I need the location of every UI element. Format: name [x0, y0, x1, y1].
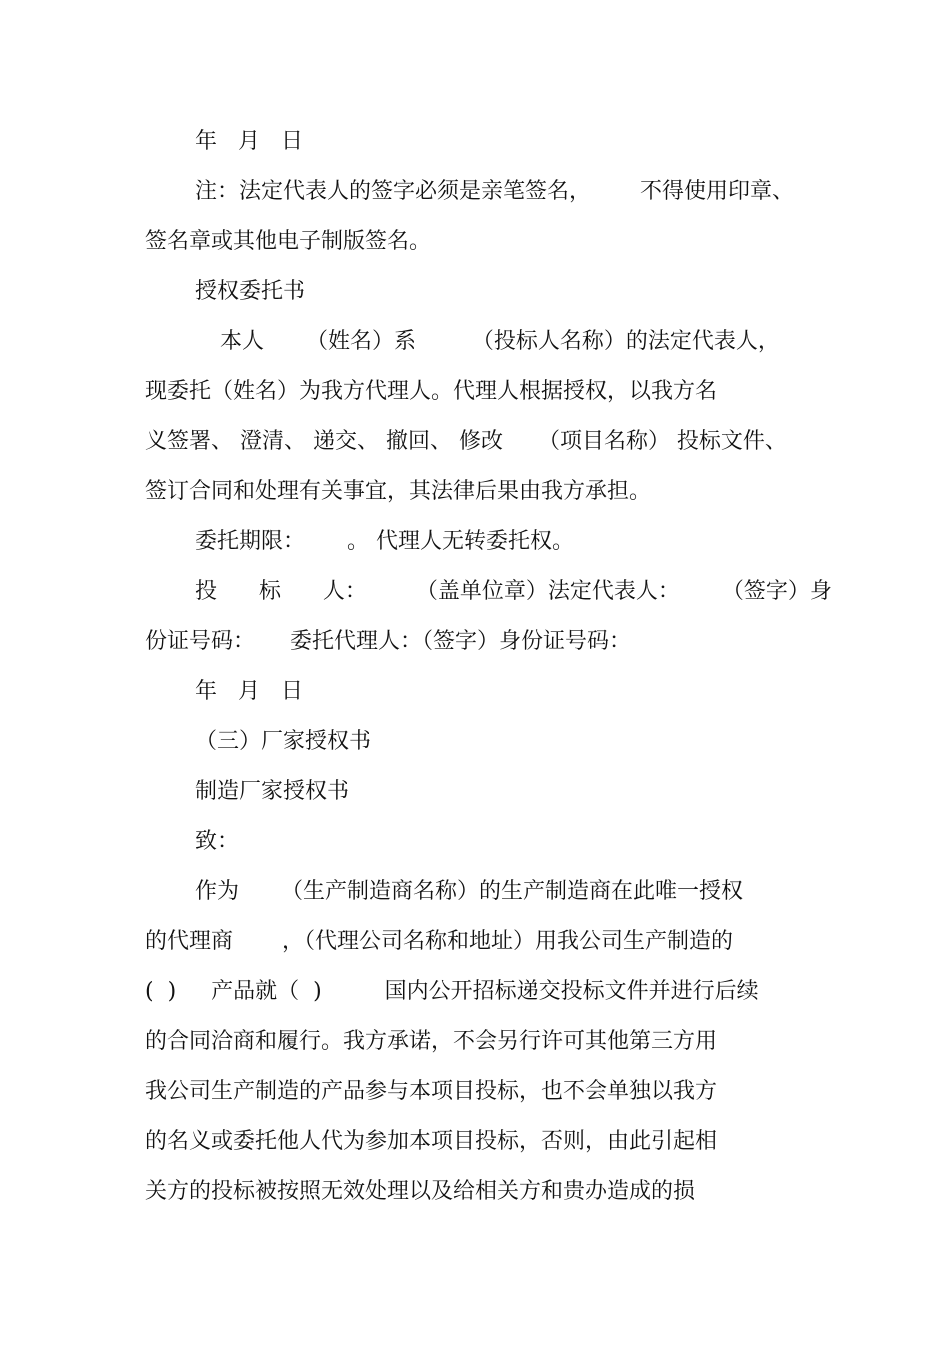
section-heading: （三）厂家授权书 — [195, 729, 372, 754]
paragraph-line: 的合同洽商和履行。我方承诺，不会另行许可其他第三方用 — [145, 1029, 718, 1054]
signature-line-1: 投 标 人： （盖单位章）法定代表人： （签字）身 — [195, 579, 832, 604]
paragraph-line: 作为 （生产制造商名称）的生产制造商在此唯一授权 — [195, 879, 743, 904]
date-line: 年 月 日 — [195, 679, 303, 704]
paragraph-line: 义签署、 澄清、 递交、 撤回、 修改 （项目名称） 投标文件、 — [145, 429, 787, 454]
paragraph-line: 本人 （姓名）系 （投标人名称）的法定代表人， — [220, 329, 780, 354]
note-line-1: 注：法定代表人的签字必须是亲笔签名， 不得使用印章、 — [195, 179, 794, 204]
paragraph-line: 的名义或委托他人代为参加本项目投标，否则，由此引起相 — [145, 1129, 718, 1154]
date-line: 年 月 日 — [195, 129, 303, 154]
salutation: 致： — [195, 829, 240, 854]
paragraph-line: 签订合同和处理有关事宜，其法律后果由我方承担。 — [145, 479, 652, 504]
paragraph-line: 现委托（姓名）为我方代理人。代理人根据授权，以我方名 — [145, 379, 718, 404]
authorization-title: 授权委托书 — [195, 279, 306, 304]
paragraph-line: 我公司生产制造的产品参与本项目投标，也不会单独以我方 — [145, 1079, 718, 1104]
paragraph-line: 关方的投标被按照无效处理以及给相关方和贵办造成的损 — [145, 1179, 696, 1204]
paragraph-line: ( ) 产品就（ ) 国内公开招标递交投标文件并进行后续 — [145, 979, 759, 1004]
paragraph-line: 的代理商 ，（代理公司名称和地址）用我公司生产制造的 — [145, 929, 733, 954]
note-line-2: 签名章或其他电子制版签名。 — [145, 229, 432, 254]
signature-line-2: 份证号码： 委托代理人：（签字）身份证号码： — [145, 629, 631, 654]
manufacturer-title: 制造厂家授权书 — [195, 779, 350, 804]
term-line: 委托期限： 。 代理人无转委托权。 — [195, 529, 574, 554]
